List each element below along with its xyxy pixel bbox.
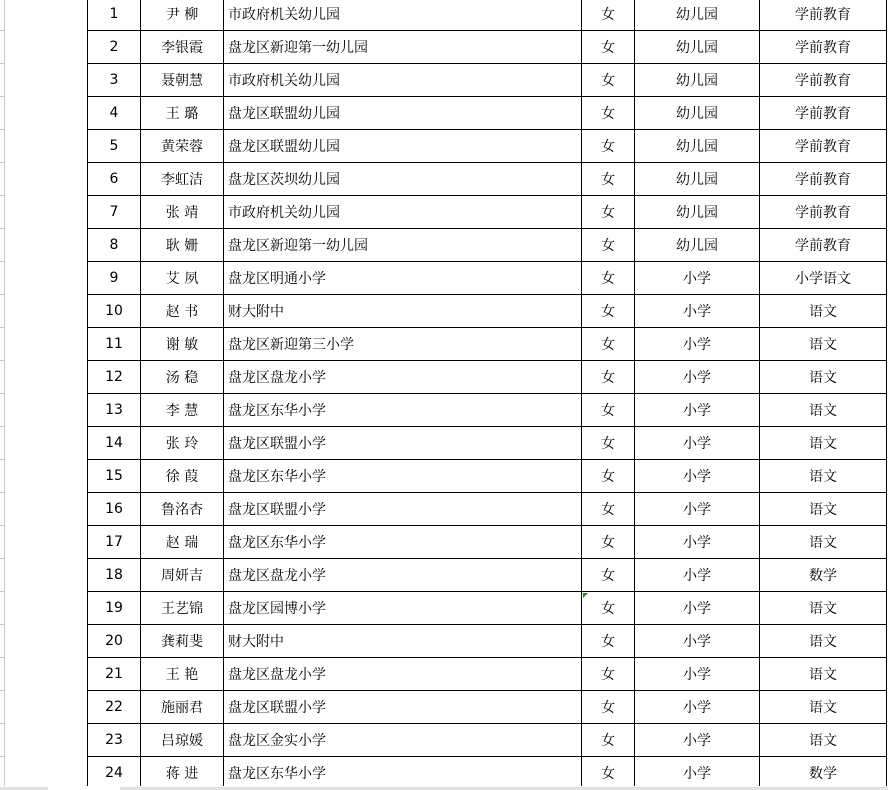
row-header-divider [0,723,4,724]
row-header-divider [0,63,4,64]
name-cell[interactable]: 李虹洁 [141,163,224,196]
row-header-strip [0,0,5,790]
row-header-divider [0,525,4,526]
table-row [88,625,887,658]
row-number-cell[interactable]: 20 [88,625,141,658]
table-row [88,130,887,163]
teacher-table [87,0,887,790]
row-number-cell[interactable]: 10 [88,295,141,328]
stage-cell[interactable]: 小学 [635,262,760,295]
stage-cell[interactable]: 幼儿园 [635,196,760,229]
name-cell[interactable]: 鲁洺杏 [141,493,224,526]
name-cell[interactable]: 李 慧 [141,394,224,427]
subject-cell[interactable]: 学前教育 [760,97,887,130]
gender-cell[interactable]: 女 [582,97,635,130]
subject-cell[interactable]: 语文 [760,460,887,493]
stage-cell[interactable]: 幼儿园 [635,229,760,262]
table-row [88,460,887,493]
gender-cell[interactable]: 女 [582,0,635,31]
table-row [88,295,887,328]
name-cell[interactable]: 王 艳 [141,658,224,691]
gender-cell[interactable]: 女 [582,559,635,592]
name-cell[interactable]: 王 璐 [141,97,224,130]
subject-cell[interactable]: 学前教育 [760,64,887,97]
school-cell[interactable]: 盘龙区明通小学 [224,262,582,295]
school-cell[interactable]: 盘龙区联盟小学 [224,493,582,526]
school-cell[interactable]: 盘龙区茨坝幼儿园 [224,163,582,196]
school-cell[interactable]: 盘龙区东华小学 [224,460,582,493]
subject-cell[interactable]: 语文 [760,295,887,328]
subject-cell[interactable]: 语文 [760,691,887,724]
subject-cell[interactable]: 学前教育 [760,0,887,31]
row-number-cell[interactable]: 7 [88,196,141,229]
name-cell[interactable]: 黄荣蓉 [141,130,224,163]
school-cell[interactable]: 盘龙区新迎第一幼儿园 [224,31,582,64]
subject-cell[interactable]: 数学 [760,559,887,592]
name-cell[interactable]: 蒋 进 [141,757,224,790]
subject-cell[interactable]: 语文 [760,658,887,691]
row-header-divider [0,228,4,229]
subject-cell[interactable]: 语文 [760,361,887,394]
stage-cell[interactable]: 小学 [635,460,760,493]
table-row [88,163,887,196]
subject-cell[interactable]: 学前教育 [760,229,887,262]
row-header-divider [0,558,4,559]
school-cell[interactable]: 盘龙区盘龙小学 [224,658,582,691]
school-cell[interactable]: 市政府机关幼儿园 [224,64,582,97]
subject-cell[interactable]: 语文 [760,328,887,361]
table-row [88,97,887,130]
gender-cell[interactable]: 女 [582,229,635,262]
table-row [88,229,887,262]
gender-cell[interactable]: 女 [582,31,635,64]
name-cell[interactable]: 徐 葭 [141,460,224,493]
row-header-divider [0,327,4,328]
table-row [88,0,887,31]
row-header-divider [0,426,4,427]
name-cell[interactable]: 吕琼媛 [141,724,224,757]
table-row [88,724,887,757]
name-cell[interactable]: 赵 书 [141,295,224,328]
name-cell[interactable]: 艾 夙 [141,262,224,295]
school-cell[interactable]: 市政府机关幼儿园 [224,0,582,31]
spreadsheet-grid [87,0,888,790]
cell-note-marker [583,593,588,598]
gender-cell[interactable]: 女 [582,328,635,361]
table-row [88,262,887,295]
name-cell[interactable]: 聂朝慧 [141,64,224,97]
gender-cell[interactable]: 女 [582,394,635,427]
stage-cell[interactable]: 小学 [635,493,760,526]
row-number-cell[interactable]: 21 [88,658,141,691]
stage-cell[interactable]: 小学 [635,328,760,361]
school-cell[interactable]: 盘龙区新迎第三小学 [224,328,582,361]
table-row [88,328,887,361]
gender-cell[interactable]: 女 [582,658,635,691]
stage-cell[interactable]: 幼儿园 [635,97,760,130]
stage-cell[interactable]: 小学 [635,625,760,658]
stage-cell[interactable]: 小学 [635,559,760,592]
row-number-cell[interactable]: 9 [88,262,141,295]
subject-cell[interactable]: 小学语文 [760,262,887,295]
gender-cell[interactable]: 女 [582,691,635,724]
row-header-divider [0,129,4,130]
name-cell[interactable]: 耿 姗 [141,229,224,262]
gender-cell[interactable]: 女 [582,130,635,163]
stage-cell[interactable]: 幼儿园 [635,31,760,64]
bottom-gridlines [0,786,888,790]
school-cell[interactable]: 盘龙区新迎第一幼儿园 [224,229,582,262]
table-row [88,394,887,427]
stage-cell[interactable]: 小学 [635,394,760,427]
gender-cell[interactable]: 女 [582,361,635,394]
row-number-cell[interactable]: 3 [88,64,141,97]
stage-cell[interactable]: 小学 [635,724,760,757]
row-header-divider [0,261,4,262]
subject-cell[interactable]: 语文 [760,427,887,460]
row-number-cell[interactable]: 8 [88,229,141,262]
row-number-cell[interactable]: 16 [88,493,141,526]
row-number-cell[interactable]: 22 [88,691,141,724]
subject-cell[interactable]: 语文 [760,493,887,526]
row-number-cell[interactable]: 5 [88,130,141,163]
name-cell[interactable]: 周妍吉 [141,559,224,592]
row-number-cell[interactable]: 2 [88,31,141,64]
subject-cell[interactable]: 语文 [760,526,887,559]
school-cell[interactable]: 盘龙区联盟小学 [224,691,582,724]
name-cell[interactable]: 谢 敏 [141,328,224,361]
stage-cell[interactable]: 幼儿园 [635,163,760,196]
gender-cell[interactable]: 女 [582,460,635,493]
table-row [88,493,887,526]
table-row [88,526,887,559]
stage-cell[interactable]: 小学 [635,757,760,790]
school-cell[interactable]: 盘龙区东华小学 [224,757,582,790]
row-header-divider [0,657,4,658]
gender-cell[interactable]: 女 [582,196,635,229]
stage-cell[interactable]: 小学 [635,295,760,328]
gender-cell[interactable]: 女 [582,64,635,97]
row-header-divider [0,393,4,394]
table-row [88,559,887,592]
subject-cell[interactable]: 语文 [760,724,887,757]
row-number-cell[interactable]: 12 [88,361,141,394]
stage-cell[interactable]: 小学 [635,427,760,460]
subject-cell[interactable]: 语文 [760,625,887,658]
name-cell[interactable]: 尹 柳 [141,0,224,31]
stage-cell[interactable]: 幼儿园 [635,0,760,31]
row-header-divider [0,294,4,295]
subject-cell[interactable]: 语文 [760,592,887,625]
row-header-divider [0,96,4,97]
school-cell[interactable]: 市政府机关幼儿园 [224,196,582,229]
stage-cell[interactable]: 小学 [635,361,760,394]
table-row [88,658,887,691]
name-cell[interactable]: 汤 稳 [141,361,224,394]
gender-cell[interactable]: 女 [582,625,635,658]
school-cell[interactable]: 盘龙区东华小学 [224,526,582,559]
school-cell[interactable]: 盘龙区盘龙小学 [224,559,582,592]
name-cell[interactable]: 张 玲 [141,427,224,460]
row-number-cell[interactable]: 14 [88,427,141,460]
row-header-divider [0,756,4,757]
school-cell[interactable]: 盘龙区联盟小学 [224,427,582,460]
row-header-divider [0,195,4,196]
name-cell[interactable]: 龚莉斐 [141,625,224,658]
subject-cell[interactable]: 语文 [760,394,887,427]
stage-cell[interactable]: 幼儿园 [635,64,760,97]
name-cell[interactable]: 施丽君 [141,691,224,724]
table-row [88,31,887,64]
row-header-divider [0,360,4,361]
subject-cell[interactable]: 学前教育 [760,196,887,229]
name-cell[interactable]: 李银霞 [141,31,224,64]
name-cell[interactable]: 张 靖 [141,196,224,229]
name-cell[interactable]: 赵 瑞 [141,526,224,559]
subject-cell[interactable]: 学前教育 [760,130,887,163]
school-cell[interactable]: 财大附中 [224,625,582,658]
row-number-cell[interactable]: 17 [88,526,141,559]
school-cell[interactable]: 财大附中 [224,295,582,328]
row-header-divider [0,624,4,625]
subject-cell[interactable]: 学前教育 [760,163,887,196]
row-number-cell[interactable]: 1 [88,0,141,31]
row-number-cell[interactable]: 4 [88,97,141,130]
school-cell[interactable]: 盘龙区园博小学 [224,592,582,625]
gender-cell[interactable]: 女 [582,757,635,790]
school-cell[interactable]: 盘龙区东华小学 [224,394,582,427]
school-cell[interactable]: 盘龙区联盟幼儿园 [224,130,582,163]
gender-cell[interactable]: 女 [582,295,635,328]
gender-cell[interactable]: 女 [582,427,635,460]
school-cell[interactable]: 盘龙区盘龙小学 [224,361,582,394]
table-row [88,64,887,97]
stage-cell[interactable]: 幼儿园 [635,130,760,163]
gender-cell[interactable]: 女 [582,493,635,526]
subject-cell[interactable]: 学前教育 [760,31,887,64]
gender-cell[interactable]: 女 [582,262,635,295]
table-row [88,757,887,790]
row-number-cell[interactable]: 19 [88,592,141,625]
table-row [88,427,887,460]
row-header-divider [0,492,4,493]
gender-cell[interactable]: 女 [582,724,635,757]
stage-cell[interactable]: 小学 [635,592,760,625]
table-row [88,196,887,229]
gender-cell[interactable]: 女 [582,592,635,625]
row-number-cell[interactable]: 6 [88,163,141,196]
school-cell[interactable]: 盘龙区联盟幼儿园 [224,97,582,130]
row-header-divider [0,162,4,163]
row-number-cell[interactable]: 13 [88,394,141,427]
gender-cell[interactable]: 女 [582,163,635,196]
stage-cell[interactable]: 小学 [635,526,760,559]
row-number-cell[interactable]: 15 [88,460,141,493]
stage-cell[interactable]: 小学 [635,658,760,691]
row-number-cell[interactable]: 18 [88,559,141,592]
row-header-divider [0,459,4,460]
row-number-cell[interactable]: 23 [88,724,141,757]
row-number-cell[interactable]: 24 [88,757,141,790]
table-row [88,691,887,724]
row-header-divider [0,591,4,592]
table-row [88,592,887,625]
school-cell[interactable]: 盘龙区金实小学 [224,724,582,757]
table-body [88,0,887,790]
table-row [88,361,887,394]
row-header-divider [0,30,4,31]
subject-cell[interactable]: 数学 [760,757,887,790]
row-number-cell[interactable]: 11 [88,328,141,361]
gender-cell[interactable]: 女 [582,526,635,559]
row-header-divider [0,690,4,691]
name-cell[interactable]: 王艺锦 [141,592,224,625]
stage-cell[interactable]: 小学 [635,691,760,724]
